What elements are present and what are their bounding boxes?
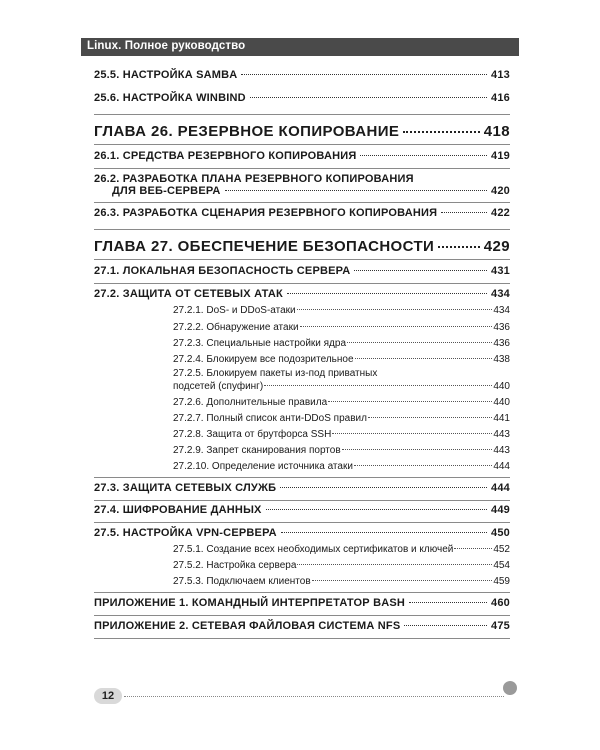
toc-chapter[interactable] — [94, 123, 510, 140]
toc-label: 27.2.9. Запрет сканирования портов — [173, 445, 341, 456]
toc-page: 419 — [491, 150, 510, 162]
toc-entry-line1[interactable] — [94, 173, 510, 185]
leader-dots — [403, 131, 479, 133]
leader-dots — [287, 293, 487, 294]
toc-page: 454 — [493, 560, 510, 571]
leader-dots — [225, 190, 487, 191]
divider — [94, 615, 510, 616]
divider — [94, 522, 510, 523]
toc-chapter[interactable] — [94, 238, 510, 255]
toc-label: 26.3. РАЗРАБОТКА СЦЕНАРИЯ РЕЗЕРВНОГО КОПИРОВАНИЯ — [94, 207, 438, 219]
toc-page: 431 — [491, 265, 510, 277]
toc-label: ГЛАВА 26. РЕЗЕРВНОЕ КОПИРОВАНИЕ — [94, 123, 400, 140]
toc-subentry[interactable] — [173, 560, 510, 571]
leader-dots — [454, 548, 492, 549]
toc-label: ГЛАВА 27. ОБЕСПЕЧЕНИЕ БЕЗОПАСНОСТИ — [94, 238, 435, 255]
toc-label: 27.5.3. Подключаем клиентов — [173, 576, 311, 587]
leader-dots — [360, 155, 487, 156]
toc-entry[interactable] — [94, 207, 510, 219]
toc-page: 452 — [493, 544, 510, 555]
toc-page: 416 — [491, 92, 510, 104]
toc-label: 26.2. РАЗРАБОТКА ПЛАНА РЕЗЕРВНОГО КОПИРОВАНИЯ — [94, 173, 414, 185]
toc-page: 413 — [491, 69, 510, 81]
toc-page: 418 — [483, 123, 510, 140]
toc-subentry[interactable] — [173, 338, 510, 349]
toc-page: 460 — [491, 597, 510, 609]
toc-page: 436 — [493, 322, 510, 333]
toc-label: 27.2.8. Защита от брутфорса SSH — [173, 429, 332, 440]
footer-circle-icon — [503, 681, 517, 695]
toc-entry-line2[interactable] — [112, 185, 510, 197]
toc-subentry[interactable] — [173, 445, 510, 456]
divider — [94, 229, 510, 230]
toc-page: 450 — [491, 527, 510, 539]
toc-label: 26.1. СРЕДСТВА РЕЗЕРВНОГО КОПИРОВАНИЯ — [94, 150, 357, 162]
toc-label: 27.2.6. Дополнительные правила — [173, 397, 328, 408]
leader-dots — [354, 270, 487, 271]
toc-page: 438 — [493, 354, 510, 365]
toc-label: 27.2.1. DoS- и DDoS-атаки — [173, 305, 296, 316]
toc-subentry[interactable] — [173, 413, 510, 424]
toc-page: 443 — [493, 429, 510, 440]
divider — [94, 114, 510, 115]
toc-label: 27.1. ЛОКАЛЬНАЯ БЕЗОПАСНОСТЬ СЕРВЕРА — [94, 265, 351, 277]
leader-dots — [250, 97, 487, 98]
toc-label: ДЛЯ ВЕБ-СЕРВЕРА — [112, 185, 221, 197]
page-number-badge: 12 — [94, 688, 122, 704]
toc-page: 475 — [491, 620, 510, 632]
leader-dots — [368, 417, 492, 418]
leader-dots — [312, 580, 493, 581]
toc-entry[interactable] — [94, 92, 510, 104]
leader-dots — [355, 358, 493, 359]
toc-subentry[interactable] — [173, 461, 510, 472]
book-title: Linux. Полное руководство — [87, 40, 246, 52]
toc-page: 440 — [493, 381, 510, 392]
toc-entry[interactable] — [94, 504, 510, 516]
toc-page: 436 — [493, 338, 510, 349]
divider — [94, 477, 510, 478]
toc-label: 27.2. ЗАЩИТА ОТ СЕТЕВЫХ АТАК — [94, 288, 283, 300]
toc-subentry[interactable] — [173, 544, 510, 555]
leader-dots — [404, 625, 487, 626]
leader-dots — [347, 342, 492, 343]
divider — [94, 168, 510, 169]
toc-page: 443 — [493, 445, 510, 456]
toc-subentry[interactable] — [173, 354, 510, 365]
leader-dots — [241, 74, 487, 75]
toc-page: 444 — [491, 482, 510, 494]
toc-entry[interactable] — [94, 150, 510, 162]
toc-entry[interactable] — [94, 69, 510, 81]
leader-dots — [297, 309, 493, 310]
toc-page: 444 — [493, 461, 510, 472]
leader-dots — [342, 449, 493, 450]
toc-appendix[interactable] — [94, 620, 510, 632]
leader-dots — [280, 487, 487, 488]
toc-label: 27.2.7. Полный список анти-DDoS правил — [173, 413, 367, 424]
divider — [94, 500, 510, 501]
leader-dots — [438, 246, 480, 248]
toc-subentry[interactable] — [173, 576, 510, 587]
leader-dots — [354, 465, 492, 466]
leader-dots — [266, 509, 487, 510]
toc-label: 27.2.2. Обнаружение атаки — [173, 322, 299, 333]
leader-dots — [300, 326, 493, 327]
divider — [94, 638, 510, 639]
toc-subentry-line2[interactable] — [173, 381, 510, 392]
toc-page: 459 — [493, 576, 510, 587]
leader-dots — [332, 433, 492, 434]
toc-page: 420 — [491, 185, 510, 197]
toc-label: 25.5. НАСТРОЙКА SAMBA — [94, 69, 238, 81]
toc-label: 27.2.10. Определение источника атаки — [173, 461, 353, 472]
divider — [94, 259, 510, 260]
divider — [94, 202, 510, 203]
toc-label: 27.5.2. Настройка сервера — [173, 560, 297, 571]
toc-page: 441 — [493, 413, 510, 424]
divider — [94, 592, 510, 593]
toc-subentry-line1[interactable] — [173, 368, 510, 379]
toc-subentry[interactable] — [173, 429, 510, 440]
toc-label: 27.2.4. Блокируем все подозрительное — [173, 354, 354, 365]
toc-page: 422 — [491, 207, 510, 219]
toc-label: 25.6. НАСТРОЙКА WINBIND — [94, 92, 246, 104]
toc-entry[interactable] — [94, 482, 510, 494]
leader-dots — [281, 532, 487, 533]
toc-page: 440 — [493, 397, 510, 408]
toc-label: 27.5.1. Создание всех необходимых сертификатов и ключей — [173, 544, 454, 555]
toc-page: 434 — [493, 305, 510, 316]
toc-label: подсетей (спуфинг) — [173, 381, 264, 392]
toc-label: 27.2.3. Специальные настройки ядра — [173, 338, 347, 349]
toc-subentry[interactable] — [173, 397, 510, 408]
divider — [94, 144, 510, 145]
toc-appendix[interactable] — [94, 597, 510, 609]
toc-entry[interactable] — [94, 265, 510, 277]
toc-page: 429 — [483, 238, 510, 255]
leader-dots — [409, 602, 487, 603]
toc-entry[interactable] — [94, 288, 510, 300]
toc-label: 27.5. НАСТРОЙКА VPN-СЕРВЕРА — [94, 527, 277, 539]
toc-subentry[interactable] — [173, 305, 510, 316]
running-header — [81, 38, 519, 56]
toc-label: 27.3. ЗАЩИТА СЕТЕВЫХ СЛУЖБ — [94, 482, 277, 494]
toc-label: ПРИЛОЖЕНИЕ 1. КОМАНДНЫЙ ИНТЕРПРЕТАТОР BASH — [94, 597, 406, 609]
leader-dots — [441, 212, 487, 213]
toc-page: 434 — [491, 288, 510, 300]
toc-label: 27.2.5. Блокируем пакеты из-под приватных — [173, 368, 378, 379]
toc-label: 27.4. ШИФРОВАНИЕ ДАННЫХ — [94, 504, 262, 516]
toc-entry[interactable] — [94, 527, 510, 539]
toc-subentry[interactable] — [173, 322, 510, 333]
leader-dots — [328, 401, 492, 402]
toc-page: 449 — [491, 504, 510, 516]
toc-label: ПРИЛОЖЕНИЕ 2. СЕТЕВАЯ ФАЙЛОВАЯ СИСТЕМА NFS — [94, 620, 401, 632]
leader-dots — [264, 385, 492, 386]
leader-dots — [297, 564, 492, 565]
divider — [94, 283, 510, 284]
footer-dotted-line — [124, 696, 504, 697]
